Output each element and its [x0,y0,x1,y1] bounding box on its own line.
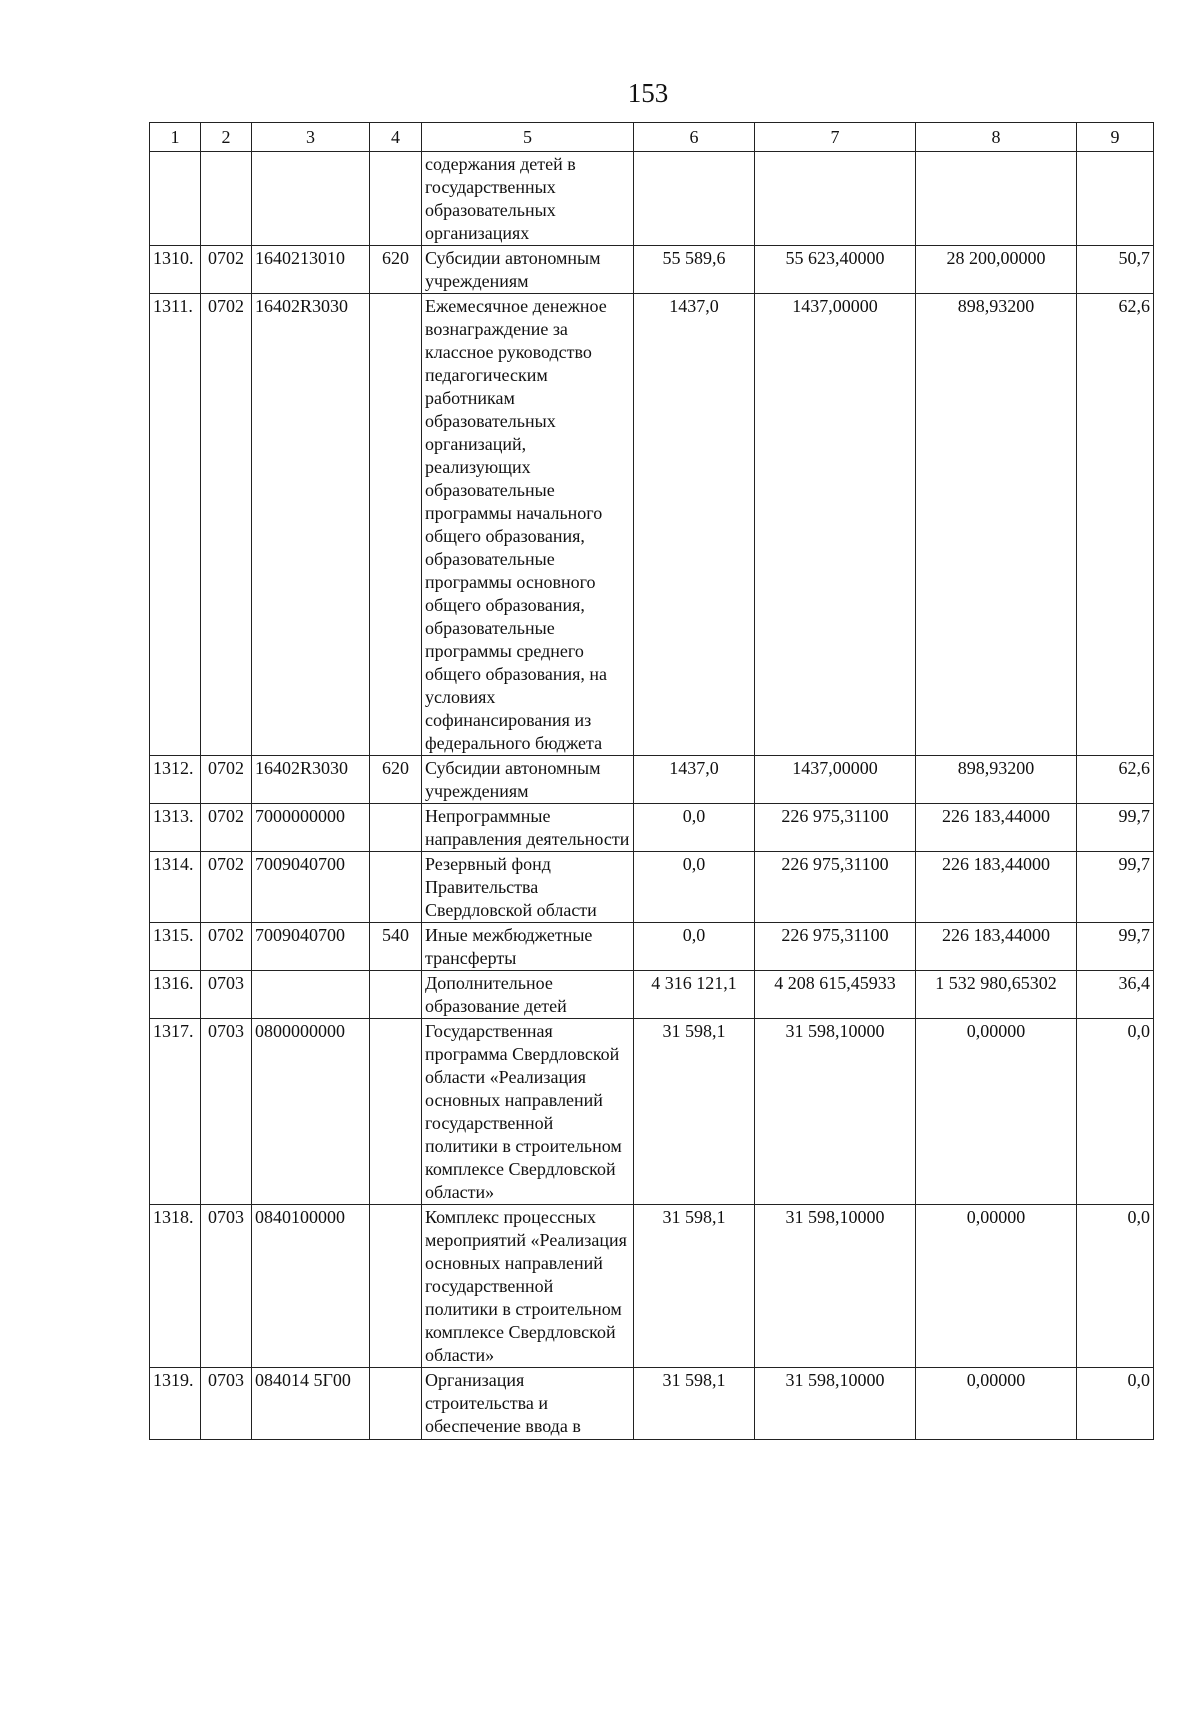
value-col8: 898,93200 [916,294,1077,756]
section-code: 0702 [201,294,252,756]
row-number: 1318. [150,1205,201,1368]
item-name: Комплекс процессных мероприятий «Реализация основных направлений государственной политики в строительном комплексе Свердловской области» [422,1205,634,1368]
expense-type [370,1205,422,1368]
value-col9: 36,4 [1077,971,1154,1019]
expense-type [370,852,422,923]
expense-type [370,1368,422,1440]
header-cell: 1 [150,123,201,152]
section-code: 0702 [201,246,252,294]
value-col9: 62,6 [1077,756,1154,804]
value-col8: 0,00000 [916,1205,1077,1368]
header-cell: 3 [252,123,370,152]
item-name: содержания детей в государственных образовательных организациях [422,152,634,246]
target-code: 16402R3030 [252,294,370,756]
item-name: Непрограммные направления деятельности [422,804,634,852]
value-col9: 0,0 [1077,1205,1154,1368]
table-row [150,1368,1154,1440]
target-code [252,971,370,1019]
table-row [150,971,1154,1019]
section-code: 0703 [201,1368,252,1440]
value-col7: 31 598,10000 [755,1205,916,1368]
value-col6: 31 598,1 [634,1368,755,1440]
value-col6: 55 589,6 [634,246,755,294]
value-col8: 0,00000 [916,1019,1077,1205]
value-col9: 0,0 [1077,1368,1154,1440]
table-row [150,852,1154,923]
table-row [150,1019,1154,1205]
expense-type: 540 [370,923,422,971]
row-number: 1310. [150,246,201,294]
target-code: 1640213010 [252,246,370,294]
header-cell: 6 [634,123,755,152]
value-col9: 0,0 [1077,1019,1154,1205]
header-cell: 7 [755,123,916,152]
section-code: 0702 [201,804,252,852]
value-col8: 0,00000 [916,1368,1077,1440]
section-code: 0703 [201,1019,252,1205]
table-row [150,923,1154,971]
value-col8: 226 183,44000 [916,923,1077,971]
item-name: Государственная программа Свердловской области «Реализация основных направлений государственной политики в строительном комплексе Свердловской области» [422,1019,634,1205]
target-code: 7009040700 [252,923,370,971]
item-name: Организация строительства и обеспечение ввода в [422,1368,634,1440]
value-col7: 1437,00000 [755,294,916,756]
table-row [150,294,1154,756]
value-col8: 226 183,44000 [916,804,1077,852]
item-name: Дополнительное образование детей [422,971,634,1019]
item-name: Субсидии автономным учреждениям [422,756,634,804]
value-col7: 4 208 615,45933 [755,971,916,1019]
value-col7: 31 598,10000 [755,1368,916,1440]
item-name: Резервный фонд Правительства Свердловской области [422,852,634,923]
section-code: 0702 [201,923,252,971]
section-code: 0703 [201,971,252,1019]
value-col7: 226 975,31100 [755,804,916,852]
target-code: 0840100000 [252,1205,370,1368]
value-col9: 99,7 [1077,923,1154,971]
row-number: 1312. [150,756,201,804]
row-number: 1317. [150,1019,201,1205]
value-col6: 0,0 [634,804,755,852]
header-row [150,123,1154,152]
item-name: Субсидии автономным учреждениям [422,246,634,294]
value-col7: 31 598,10000 [755,1019,916,1205]
section-code [201,152,252,246]
row-number: 1316. [150,971,201,1019]
value-col8: 1 532 980,65302 [916,971,1077,1019]
table-row [150,152,1154,246]
header-cell: 5 [422,123,634,152]
target-code: 084014 5Г00 [252,1368,370,1440]
value-col9: 99,7 [1077,804,1154,852]
value-col8: 898,93200 [916,756,1077,804]
row-number: 1319. [150,1368,201,1440]
table-row [150,1205,1154,1368]
value-col7: 55 623,40000 [755,246,916,294]
value-col9: 99,7 [1077,852,1154,923]
item-name: Иные межбюджетные трансферты [422,923,634,971]
row-number: 1314. [150,852,201,923]
value-col6: 31 598,1 [634,1205,755,1368]
target-code: 0800000000 [252,1019,370,1205]
budget-table [149,122,1154,1440]
value-col7: 226 975,31100 [755,852,916,923]
value-col8 [916,152,1077,246]
header-cell: 4 [370,123,422,152]
expense-type [370,971,422,1019]
expense-type [370,152,422,246]
value-col7: 226 975,31100 [755,923,916,971]
header-cell: 8 [916,123,1077,152]
value-col9 [1077,152,1154,246]
row-number [150,152,201,246]
value-col6: 31 598,1 [634,1019,755,1205]
header-cell: 2 [201,123,252,152]
value-col7: 1437,00000 [755,756,916,804]
value-col6: 1437,0 [634,294,755,756]
section-code: 0703 [201,1205,252,1368]
table-row [150,246,1154,294]
row-number: 1315. [150,923,201,971]
value-col9: 62,6 [1077,294,1154,756]
target-code: 16402R3030 [252,756,370,804]
value-col9: 50,7 [1077,246,1154,294]
value-col8: 28 200,00000 [916,246,1077,294]
expense-type [370,804,422,852]
page-number: 153 [627,78,669,108]
value-col6 [634,152,755,246]
row-number: 1311. [150,294,201,756]
expense-type [370,1019,422,1205]
section-code: 0702 [201,756,252,804]
expense-type [370,294,422,756]
expense-type: 620 [370,756,422,804]
target-code: 7009040700 [252,852,370,923]
item-name: Ежемесячное денежное вознаграждение за классное руководство педагогическим работникам образовательных организаций, реализующих образовательные программы начального общего образования, образовательные программы основного общего образования, образовательные программы среднего общего образования, на условиях софинансирования из федерального бюджета [422,294,634,756]
row-number: 1313. [150,804,201,852]
value-col6: 4 316 121,1 [634,971,755,1019]
target-code: 7000000000 [252,804,370,852]
target-code [252,152,370,246]
value-col7 [755,152,916,246]
header-cell: 9 [1077,123,1154,152]
value-col6: 0,0 [634,923,755,971]
table-row [150,804,1154,852]
value-col8: 226 183,44000 [916,852,1077,923]
value-col6: 1437,0 [634,756,755,804]
expense-type: 620 [370,246,422,294]
section-code: 0702 [201,852,252,923]
value-col6: 0,0 [634,852,755,923]
table-row [150,756,1154,804]
